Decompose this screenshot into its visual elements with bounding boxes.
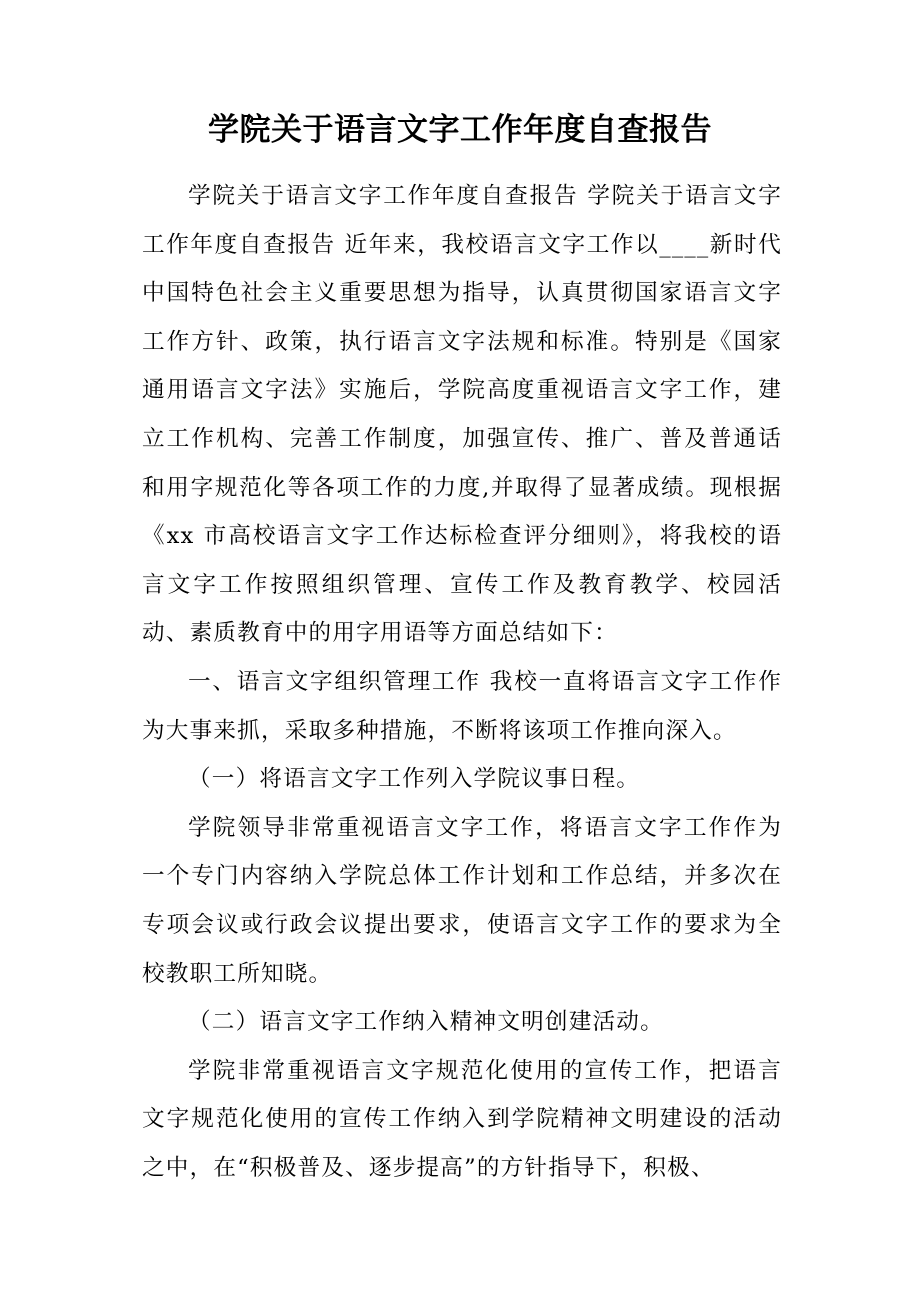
paragraph-section-one: 一、语言文字组织管理工作 我校一直将语言文字工作作为大事来抓，采取多种措施，不断将该项工作推向深入。 xyxy=(142,668,782,744)
paragraph-intro: 学院关于语言文字工作年度自查报告 学院关于语言文字工作年度自查报告 近年来，我校语言文字工作以____新时代中国特色社会主义重要思想为指导，认真贯彻国家语言文字工作方针、政策，执行语言文字法规和标准。特别是《国家通用语言文字法》实施后，学院高度重视语言文字工作，建立工作机构、完善工作制度，加强宣传、推广、普及普通话和用字规范化等各项工作的力度,并取得了显著成绩。现根据《xx 市高校语言文字工作达标检查评分细则》，将我校的语言文字工作按照组织管理、宣传工作及教育教学、校园活动、素质教育中的用字用语等方面总结如下： xyxy=(142,183,782,647)
paragraph-subsection-one-body: 学院领导非常重视语言文字工作，将语言文字工作作为一个专门内容纳入学院总体工作计划和工作总结，并多次在专项会议或行政会议提出要求，使语言文字工作的要求为全校教职工所知晓。 xyxy=(142,814,782,987)
document-body xyxy=(142,172,782,1192)
paragraph-subsection-two-heading: （二）语言文字工作纳入精神文明创建活动。 xyxy=(188,1009,664,1036)
paragraph-subsection-two-body: 学院非常重视语言文字规范化使用的宣传工作，把语言文字规范化使用的宣传工作纳入到学院精神文明建设的活动之中，在“积极普及、逐步提高”的方针指导下，积极、 xyxy=(142,1057,782,1181)
document-title: 学院关于语言文字工作年度自查报告 xyxy=(208,112,712,148)
paragraph-subsection-one-heading: （一）将语言文字工作列入学院议事日程。 xyxy=(188,766,641,793)
